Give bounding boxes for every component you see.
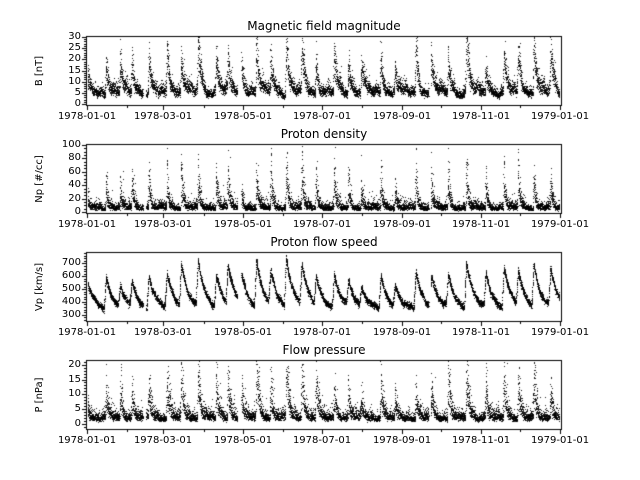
y-tick-label: 600 [61, 270, 81, 281]
y-tick-label: 60 [68, 166, 81, 177]
y-tick-label: 25 [68, 42, 81, 53]
y-tick-label: 0 [74, 98, 81, 109]
y-tick-label: 20 [68, 359, 81, 370]
y-tick-label: 80 [68, 152, 81, 163]
x-tick-label: 1978-03-01 [133, 435, 193, 446]
x-tick-label: 1978-09-01 [372, 219, 432, 230]
y-tick-label: 500 [61, 283, 81, 294]
x-tick-label: 1978-07-01 [292, 327, 352, 338]
x-tick-label: 1978-11-01 [451, 327, 511, 338]
y-tick-label: 30 [68, 31, 81, 42]
x-tick-label: 1978-01-01 [57, 435, 117, 446]
y-tick-label: 15 [68, 374, 81, 385]
x-tick-label: 1978-09-01 [372, 327, 432, 338]
y-axis-label: Vp [km/s] [34, 262, 45, 311]
y-axis-label: Np [#/cc] [34, 154, 45, 203]
x-tick-label: 1978-07-01 [292, 111, 352, 122]
y-axis-label: P [nPa] [34, 376, 45, 413]
y-tick-label: 5 [74, 87, 81, 98]
y-tick-label: 0 [74, 418, 81, 429]
panel-title: Flow pressure [282, 343, 366, 357]
x-tick-label: 1978-09-01 [372, 435, 432, 446]
x-tick-label: 1978-11-01 [451, 435, 511, 446]
y-tick-label: 0 [74, 206, 81, 217]
x-tick-label: 1979-01-01 [530, 435, 590, 446]
x-tick-label: 1978-07-01 [292, 219, 352, 230]
y-tick-label: 40 [68, 179, 81, 190]
x-tick-label: 1978-03-01 [133, 219, 193, 230]
x-tick-label: 1979-01-01 [530, 111, 590, 122]
y-tick-label: 20 [68, 193, 81, 204]
panel-title: Magnetic field magnitude [247, 19, 401, 33]
x-tick-label: 1978-05-01 [213, 327, 273, 338]
y-tick-label: 10 [68, 76, 81, 87]
x-tick-label: 1978-11-01 [451, 219, 511, 230]
y-tick-label: 300 [61, 309, 81, 320]
x-tick-label: 1978-05-01 [213, 111, 273, 122]
x-tick-label: 1978-05-01 [213, 435, 273, 446]
x-tick-label: 1978-01-01 [57, 327, 117, 338]
y-tick-label: 700 [61, 257, 81, 268]
y-tick-label: 20 [68, 53, 81, 64]
x-tick-label: 1978-05-01 [213, 219, 273, 230]
y-tick-label: 400 [61, 296, 81, 307]
x-tick-label: 1978-11-01 [451, 111, 511, 122]
y-tick-label: 15 [68, 65, 81, 76]
y-tick-label: 10 [68, 388, 81, 399]
panel-title: Proton density [280, 127, 368, 141]
panel-title: Proton flow speed [270, 235, 378, 249]
x-tick-label: 1979-01-01 [530, 219, 590, 230]
x-tick-label: 1978-03-01 [133, 111, 193, 122]
x-tick-label: 1978-01-01 [57, 111, 117, 122]
x-tick-label: 1978-03-01 [133, 327, 193, 338]
x-tick-label: 1979-01-01 [530, 327, 590, 338]
y-tick-label: 5 [74, 403, 81, 414]
x-tick-label: 1978-07-01 [292, 435, 352, 446]
y-tick-label: 100 [61, 139, 81, 150]
y-axis-label: B [nT] [34, 55, 45, 86]
x-tick-label: 1978-09-01 [372, 111, 432, 122]
x-tick-label: 1978-01-01 [57, 219, 117, 230]
